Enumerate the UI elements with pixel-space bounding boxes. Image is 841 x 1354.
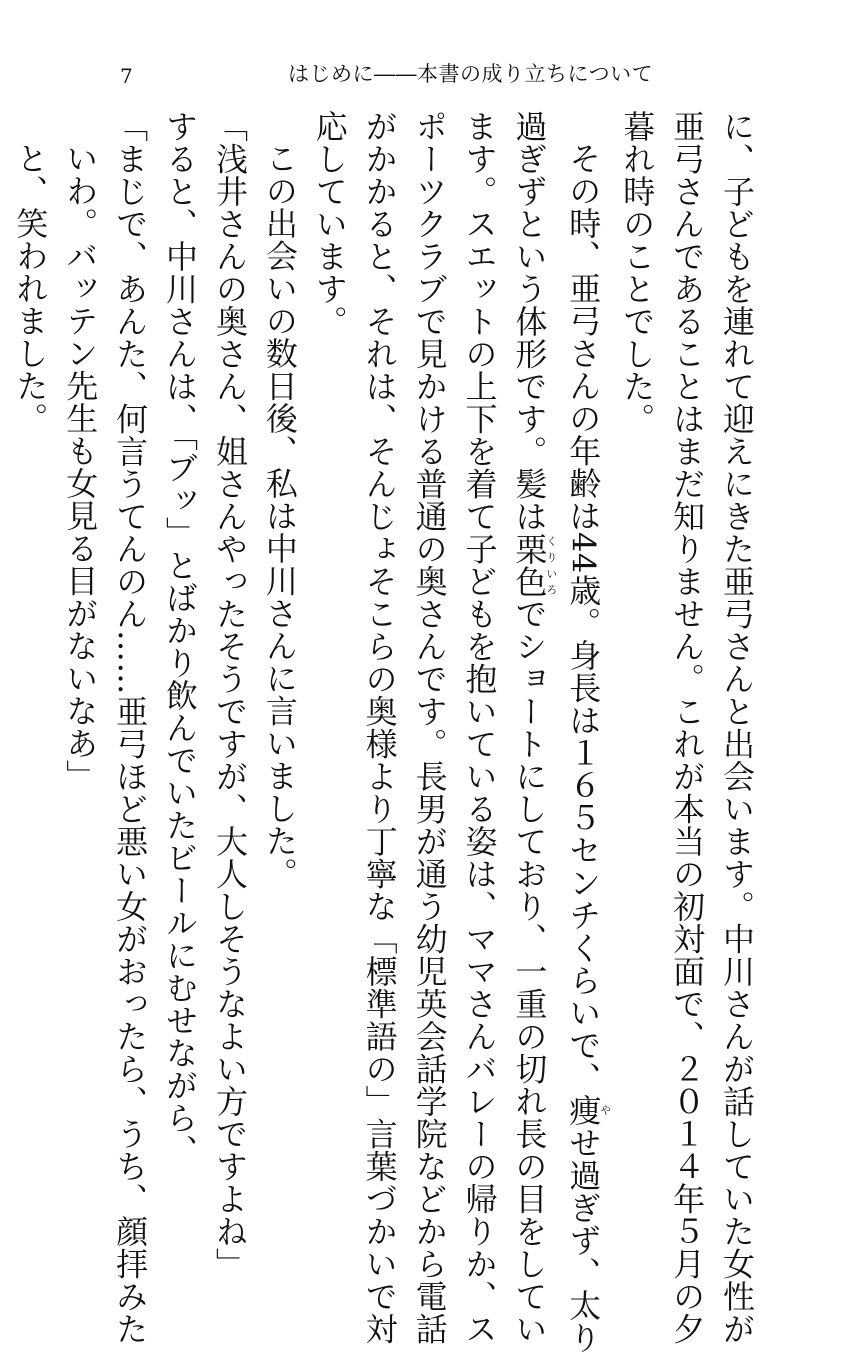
ruby-yase: 痩や <box>564 1093 612 1127</box>
text-line: 亜弓さんであることはまだ知りません。これが本当の初対面で、２０１４年５月の夕 <box>668 110 707 1345</box>
text-line: すると、中川さんは、「ブッ」とばかり飲んでいたビールにむせながら、 <box>161 110 200 1167</box>
line-part: 過ぎずという体形です。髪は <box>510 110 549 533</box>
text-line: ます。スエットの上下を着て子どもを抱いている姿は、ママさんバレーの帰りか、ス <box>460 110 499 1345</box>
ruby-kuriiro: 栗色くりいろ <box>510 532 558 598</box>
page-number: 7 <box>120 64 133 88</box>
text-line-with-ruby <box>557 110 612 1354</box>
dialogue-line: 「まじで、あんた、何言うてんのん……亜弓ほど悪い女がおったら、うち、顔拝みた <box>111 110 150 1345</box>
line-part: せ過ぎず、太り <box>564 1126 603 1354</box>
dialogue-line: いわ。バッテン先生も女見る目がないなあ」 <box>61 142 100 792</box>
text-line: に、子どもを連れて迎えにきた亜弓さんと出会います。中川さんが話していた女性が <box>718 110 756 1345</box>
text-line: 暮れ時のことでした。 <box>618 110 657 435</box>
text-line-with-ruby <box>503 110 558 1345</box>
running-header: はじめに――本書の成り立ちについて <box>288 62 654 86</box>
dialogue-line: 「浅井さんの奥さん、姐さんやったそうですが、大人しそうなよい方ですよね」 <box>210 110 249 1280</box>
text-line: ポーツクラブで見かける普通の奥さんです。長男が通う幼児英会話学院などから電話 <box>410 110 449 1345</box>
text-line: 応しています。 <box>310 110 349 338</box>
text-line: と、笑われました。 <box>11 142 50 435</box>
text-line: がかかると、それは、そんじょそこらの奥様より丁寧な「標準語の」言葉づかいで対 <box>360 110 399 1345</box>
text-line: この出会いの数日後、私は中川さんに言いました。 <box>260 142 299 890</box>
body-text <box>11 110 761 1354</box>
line-part: その時、亜弓さんの年齢は44歳。身長は１６５センチくらいで、 <box>564 142 603 1094</box>
line-part: でショートにしており、一重の切れ長の目をしてい <box>510 597 549 1345</box>
dialogue-line <box>0 110 4 1150</box>
